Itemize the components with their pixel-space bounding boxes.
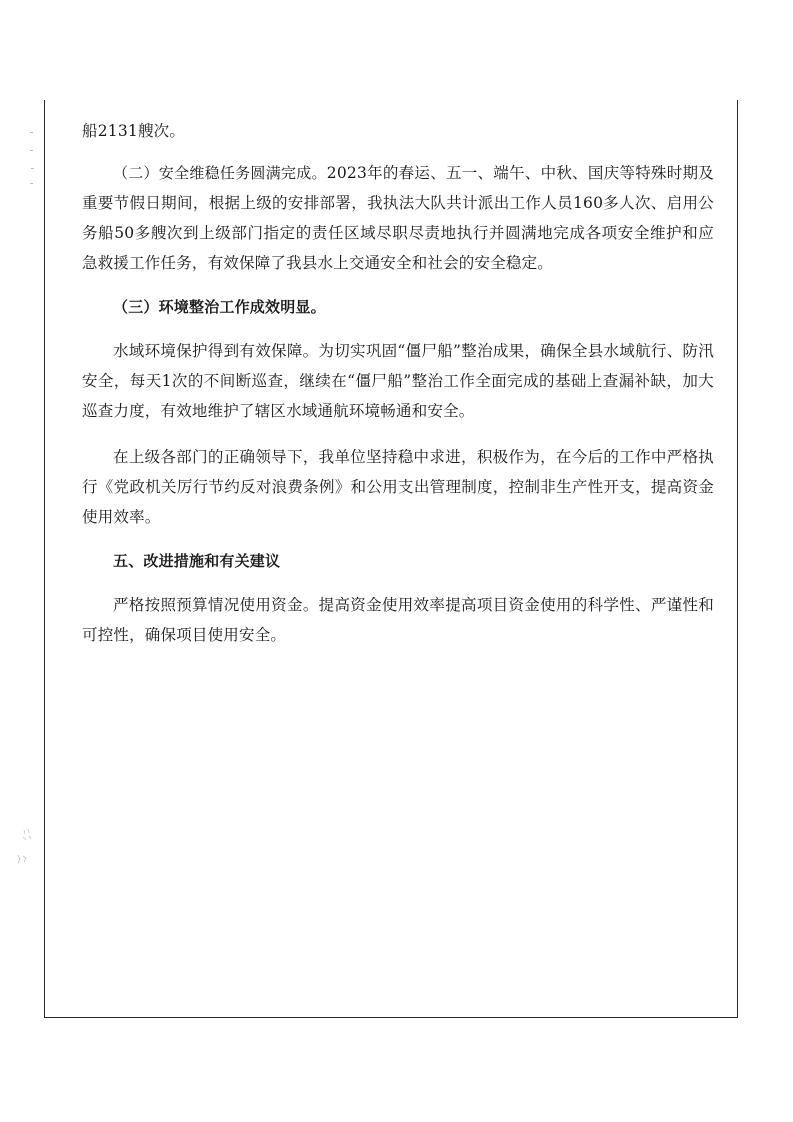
scan-mark — [30, 150, 33, 151]
section-heading-environment: （三）环境整治工作成效明显。 — [113, 298, 326, 316]
scan-mark — [31, 168, 34, 169]
scan-mark — [30, 132, 33, 133]
paragraph-environment-body: 水域环境保护得到有效保障。为切实巩固“僵尸船”整治成果，确保全县水域航行、防汛安全，每天1次的不间断巡查，继续在“僵尸船”整治工作全面完成的基础上查漏补缺，加大巡查力度，有效地维护了辖区水域通航环境畅通和安全。 — [82, 342, 714, 420]
paragraph-safety — [82, 158, 714, 278]
section-heading-safety: （二）安全维稳任务圆满完成。 — [113, 164, 327, 182]
paragraph-continuation: 船2131艘次。 — [82, 122, 186, 140]
paragraph-safety-body: 2023年的春运、五一、端午、中秋、国庆等特殊时期及重要节假日期间，根据上级的安排部署，我执法大队共计派出工作人员160多人次、启用公务船50多艘次到上级部门指定的责任区域尽职尽责地执行并圆满地完成各项安全维护和应急救援工作任务，有效保障了我县水上交通安全和社会的安全稳定。 — [82, 164, 714, 272]
scan-speck-icon — [20, 828, 34, 842]
paragraph-environment-heading — [82, 292, 714, 322]
section-heading-improvement: 五、改进措施和有关建议 — [113, 552, 281, 570]
paragraph-improvement-heading — [82, 546, 714, 576]
paragraph-improvement-body: 严格按照预算情况使用资金。提高资金使用效率提高项目资金使用的科学性、严谨性和可控性，确保项目使用安全。 — [82, 596, 714, 644]
document-body — [82, 116, 714, 650]
scan-mark — [30, 183, 33, 184]
scan-speck-icon — [16, 852, 30, 866]
paragraph-leadership: 在上级各部门的正确领导下，我单位坚持稳中求进，积极作为，在今后的工作中严格执行《党政机关厉行节约反对浪费条例》和公用支出管理制度，控制非生产性开支，提高资金使用效率。 — [82, 448, 714, 526]
